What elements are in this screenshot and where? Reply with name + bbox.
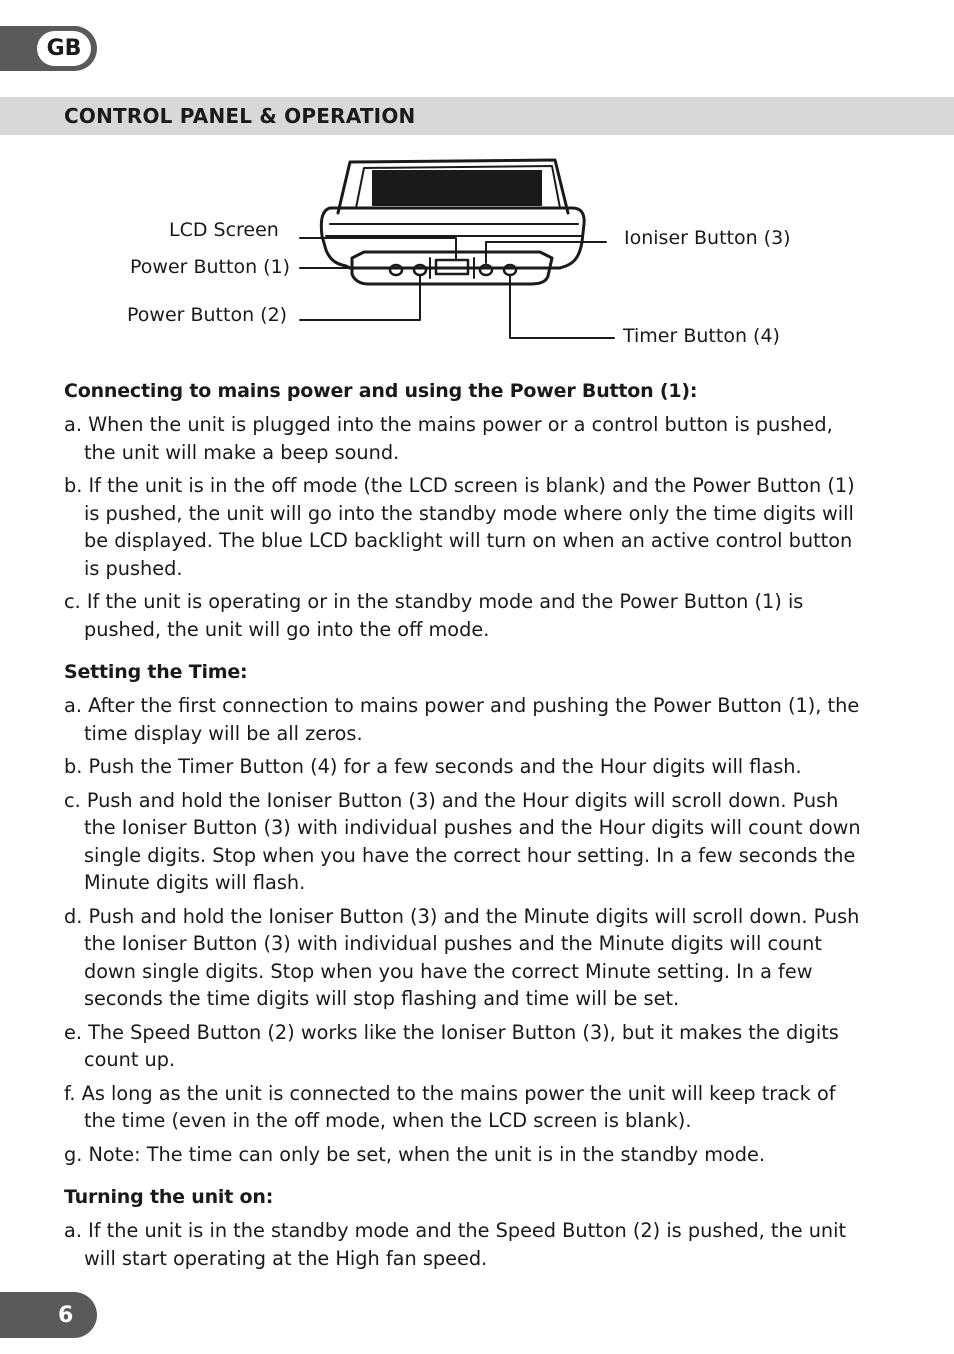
list-item: c. Push and hold the Ioniser Button (3) and the Hour digits will scroll down. Push the Ioniser Button (3) with individual pushes and the Hour digits will count down single digits. Stop when you have the correct hour setting. In a few seconds the Minute digits will flash.	[64, 788, 861, 894]
callout-lcd-screen: LCD Screen	[169, 219, 279, 241]
callout-power-button-2: Power Button (2)	[127, 304, 288, 326]
section-power	[64, 378, 864, 643]
language-badge: GB	[37, 31, 91, 66]
section-heading: Setting the Time:	[64, 661, 248, 683]
section-heading: Turning the unit on:	[64, 1186, 274, 1208]
callout-ioniser-button: Ioniser Button (3)	[624, 227, 791, 249]
callout-power-button-1: Power Button (1)	[130, 256, 291, 278]
instruction-list	[64, 692, 864, 1168]
section-title: CONTROL PANEL & OPERATION	[64, 104, 416, 128]
list-item: f. As long as the unit is connected to the mains power the unit will keep track of the time (even in the off mode, when the LCD screen is blank).	[64, 1081, 836, 1132]
list-item: a. After the first connection to mains power and pushing the Power Button (1), the time display will be all zeros.	[64, 694, 860, 745]
page-number: 6	[0, 1292, 97, 1338]
list-item: a. When the unit is plugged into the mains power or a control button is pushed, the unit will make a beep sound.	[64, 413, 833, 464]
instruction-list	[64, 411, 864, 643]
list-item: b. Push the Timer Button (4) for a few seconds and the Hour digits will flash.	[64, 755, 802, 778]
list-item: a. If the unit is in the standby mode and the Speed Button (2) is pushed, the unit will start operating at the High fan speed.	[64, 1219, 847, 1270]
control-panel-illustration	[0, 150, 954, 360]
list-item: g. Note: The time can only be set, when the unit is in the standby mode.	[64, 1142, 766, 1166]
instruction-list	[64, 1217, 864, 1272]
section-heading: Connecting to mains power and using the Power Button (1):	[64, 380, 698, 402]
list-item: b. If the unit is in the off mode (the LCD screen is blank) and the Power Button (1) is pushed, the unit will go into the standby mode where only the time digits will be displayed. The blue LCD backlight will turn on when an active control button is pushed.	[64, 474, 855, 580]
list-item: c. If the unit is operating or in the standby mode and the Power Button (1) is pushed, the unit will go into the off mode.	[64, 590, 804, 641]
section-turning-on	[64, 1184, 864, 1272]
list-item: d. Push and hold the Ioniser Button (3) and the Minute digits will scroll down. Push the Ioniser Button (3) with individual pushes and the Minute digits will count down single digits. Stop when you have the correct Minute setting. In a few seconds the time digits will stop flashing and time will be set.	[64, 904, 860, 1010]
control-panel-diagram	[0, 150, 954, 360]
manual-content	[64, 378, 864, 1288]
section-setting-time	[64, 659, 864, 1168]
list-item: e. The Speed Button (2) works like the Ioniser Button (3), but it makes the digits count up.	[64, 1020, 839, 1071]
callout-timer-button: Timer Button (4)	[623, 325, 780, 347]
